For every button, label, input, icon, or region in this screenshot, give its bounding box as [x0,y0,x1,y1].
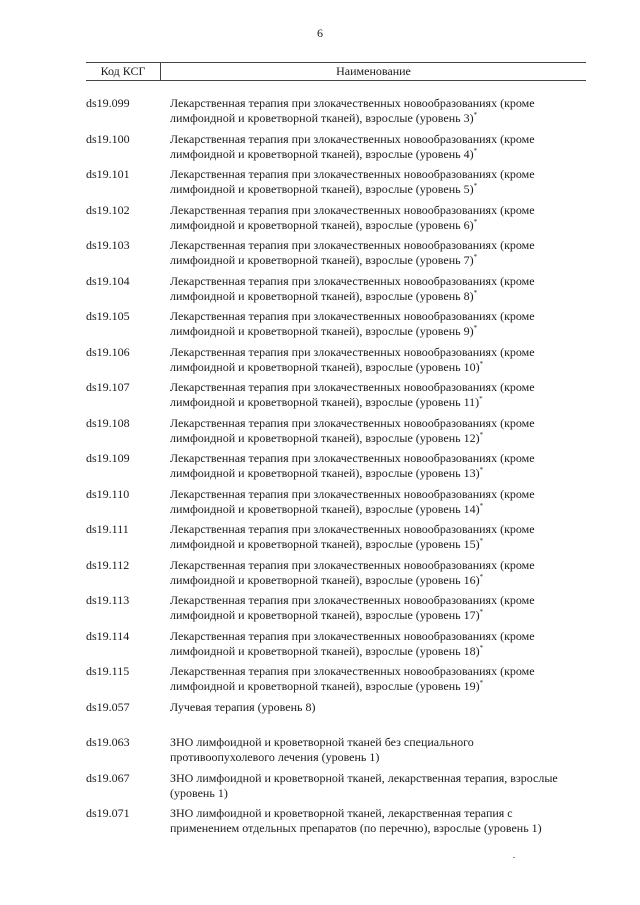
row-name-line1: ЗНО лимфоидной и кроветворной тканей без специального [170,735,474,749]
row-name-line1: ЗНО лимфоидной и кроветворной тканей, лекарственная терапия, взрослые [170,770,558,785]
row-name-line1: Лекарственная терапия при злокачественных новообразованиях (кроме [170,593,535,607]
row-name-line2: лимфоидной и кроветворной тканей), взрослые (уровень 19) [170,679,480,693]
table-row [0,629,640,665]
scan-mark [513,857,515,858]
footnote-marker: * [473,146,478,155]
row-name [170,735,572,765]
row-code: ds19.112 [86,557,130,572]
row-name-line1: Лекарственная терапия при злокачественных новообразованиях (кроме [170,131,535,146]
row-name [170,806,572,836]
row-name-line2: лимфоидной и кроветворной тканей), взрослые (уровень 13) [170,466,480,480]
row-code: ds19.114 [86,628,130,643]
footnote-marker: * [473,217,478,226]
row-code: ds19.102 [86,202,130,217]
row-name [170,593,572,623]
row-code: ds19.071 [86,806,130,820]
row-name-line1: Лекарственная терапия при злокачественных новообразованиях (кроме [170,415,535,430]
footnote-marker: * [473,324,478,332]
table-row [0,806,640,842]
table-row [0,96,640,132]
row-code: ds19.111 [86,522,129,536]
row-name-line1: Лекарственная терапия при злокачественных новообразованиях (кроме [170,96,535,110]
table-row [0,345,640,381]
table-row [0,700,640,736]
row-name-line2: лимфоидной и кроветворной тканей), взрослые (уровень 3) [170,111,474,125]
row-name [170,203,572,233]
row-name [170,238,572,268]
row-name [170,664,572,694]
row-name [170,167,572,197]
row-code: ds19.105 [86,309,130,323]
page-number: 6 [317,26,323,40]
table-row [0,238,640,274]
row-name-line1: Лучевая терапия (уровень 8) [170,699,316,714]
row-name-line2: (уровень 1) [170,785,228,800]
table-row [0,522,640,558]
row-name-line1: Лекарственная терапия при злокачественных новообразованиях (кроме [170,557,535,572]
table-row [0,274,640,310]
footnote-marker: * [473,111,478,119]
row-name-line2: противоопухолевого лечения (уровень 1) [170,750,380,764]
table-header [86,62,586,81]
row-name-line1: Лекарственная терапия при злокачественных новообразованиях (кроме [170,451,535,465]
footnote-marker: * [473,288,478,297]
table-row [0,167,640,203]
table-row [0,132,640,168]
row-name [170,487,572,517]
row-name-line2: лимфоидной и кроветворной тканей), взрослые (уровень 8) [170,288,474,303]
row-name [170,274,572,304]
row-code: ds19.057 [86,699,130,714]
row-name-line2: лимфоидной и кроветворной тканей), взрослые (уровень 9) [170,324,474,338]
row-name-line1: Лекарственная терапия при злокачественных новообразованиях (кроме [170,273,535,288]
row-name [170,96,572,126]
row-name-line2: лимфоидной и кроветворной тканей), взрослые (уровень 6) [170,217,474,232]
row-code: ds19.107 [86,380,130,394]
footnote-marker: * [479,537,484,545]
table-row [0,203,640,239]
row-name-line1: Лекарственная терапия при злокачественных новообразованиях (кроме [170,344,535,359]
row-name-line2: применением отдельных препаратов (по перечню), взрослые (уровень 1) [170,821,542,835]
row-name-line2: лимфоидной и кроветворной тканей), взрослые (уровень 7) [170,253,474,267]
table-row [0,416,640,452]
row-name-line2: лимфоидной и кроветворной тканей), взрослые (уровень 11) [170,395,480,409]
row-name-line2: лимфоидной и кроветворной тканей), взрослые (уровень 15) [170,537,480,551]
row-name-line1: Лекарственная терапия при злокачественных новообразованиях (кроме [170,628,535,643]
row-name-line2: лимфоидной и кроветворной тканей), взрослые (уровень 16) [170,572,480,587]
row-name-line2: лимфоидной и кроветворной тканей), взрослые (уровень 12) [170,430,480,445]
row-name [170,345,572,375]
row-name-line2: лимфоидной и кроветворной тканей), взрослые (уровень 5) [170,182,474,196]
row-code: ds19.101 [86,167,130,181]
row-name [170,451,572,481]
table-row [0,558,640,594]
footnote-marker: * [479,501,484,510]
footnote-marker: * [479,572,484,581]
table-row [0,735,640,771]
row-name-line1: Лекарственная терапия при злокачественных новообразованиях (кроме [170,486,535,501]
table-body [0,96,640,842]
column-header-name: Наименование [336,64,411,78]
row-code: ds19.106 [86,344,130,359]
table-row [0,451,640,487]
row-name [170,416,572,446]
row-name-line1: Лекарственная терапия при злокачественных новообразованиях (кроме [170,522,535,536]
footnote-marker: * [479,608,484,616]
row-name-line1: Лекарственная терапия при злокачественных новообразованиях (кроме [170,238,535,252]
row-name-line2: лимфоидной и кроветворной тканей), взрослые (уровень 10) [170,359,480,374]
row-name-line1: Лекарственная терапия при злокачественных новообразованиях (кроме [170,167,535,181]
row-code: ds19.109 [86,451,130,465]
row-name-line1: Лекарственная терапия при злокачественных новообразованиях (кроме [170,202,535,217]
row-code: ds19.099 [86,96,130,110]
footnote-marker: * [479,643,484,652]
row-code: ds19.100 [86,131,130,146]
footnote-marker: * [479,395,483,403]
row-name [170,558,572,588]
row-name-line2: лимфоидной и кроветворной тканей), взрослые (уровень 18) [170,643,480,658]
row-name [170,380,572,410]
table-row [0,771,640,807]
row-name [170,522,572,552]
row-code: ds19.113 [86,593,130,607]
row-name-line1: Лекарственная терапия при злокачественных новообразованиях (кроме [170,380,535,394]
row-code: ds19.110 [86,486,130,501]
row-name [170,132,572,162]
row-name [170,309,572,339]
column-header-code: Код КСГ [86,63,161,80]
table-row [0,309,640,345]
table-row [0,487,640,523]
row-code: ds19.108 [86,415,130,430]
row-name-line1: Лекарственная терапия при злокачественных новообразованиях (кроме [170,664,535,678]
row-code: ds19.103 [86,238,130,252]
footnote-marker: * [479,430,484,439]
row-name-line1: Лекарственная терапия при злокачественных новообразованиях (кроме [170,309,535,323]
footnote-marker: * [473,182,478,190]
row-code: ds19.115 [86,664,130,678]
row-name [170,771,572,801]
row-name [170,700,572,715]
table-row [0,593,640,629]
footnote-marker: * [473,253,478,261]
row-code: ds19.063 [86,735,130,749]
row-name [170,629,572,659]
table-row [0,380,640,416]
table-row [0,664,640,700]
row-code: ds19.067 [86,770,130,785]
footnote-marker: * [479,466,484,474]
footnote-marker: * [479,679,484,687]
footnote-marker: * [479,359,484,368]
row-name-line2: лимфоидной и кроветворной тканей), взрослые (уровень 14) [170,501,480,516]
row-name-line2: лимфоидной и кроветворной тканей), взрослые (уровень 4) [170,146,474,161]
row-name-line2: лимфоидной и кроветворной тканей), взрослые (уровень 17) [170,608,480,622]
row-code: ds19.104 [86,273,130,288]
row-name-line1: ЗНО лимфоидной и кроветворной тканей, лекарственная терапия с [170,806,513,820]
